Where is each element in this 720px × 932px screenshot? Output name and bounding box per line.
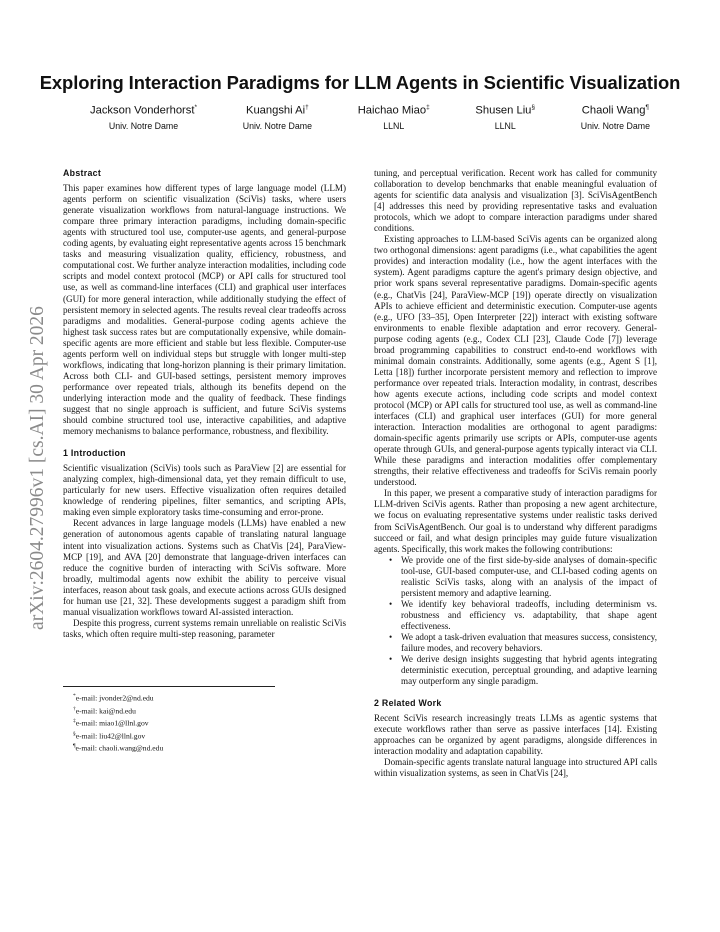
author-affiliation: LLNL (494, 120, 516, 131)
author-affiliation: Univ. Notre Dame (580, 120, 650, 131)
right-column (374, 168, 657, 780)
footnote-rule (63, 686, 275, 687)
contribution-item: • We derive design insights suggesting that hybrid agents integrating deterministic execution, perceptual grounding, and adaptive learning may outperform any single paradigm. (374, 654, 657, 687)
contribution-item: • We adopt a task-driven evaluation that measures success, consistency, failure modes, and recovery behaviors. (374, 632, 657, 654)
contribution-item: • We provide one of the first side-by-side analyses of domain-specific tool-use, GUI-based computer-use, and CLI-based coding agents on realistic SciVis tasks, along with an analysis of the impact of persistent memory and adaptive learning. (374, 555, 657, 599)
author-mark: † (305, 104, 309, 111)
abstract-text: This paper examines how different types of large language model (LLM) agents perform on scientific visualization (SciVis) tasks, where users generate visualization workflows from natural-language instructions. We compare three primary interaction paradigms, including domain-specific agents with structured tool use, computer-use agents, and general-purpose coding agents, by evaluating eight representative agents across 15 benchmark tasks and measuring visualization quality, efficiency, robustness, and computational cost. We further analyze interaction modalities, including code scripts and model context protocol (MCP) or API calls for structured tool use, as well as command-line interfaces (CLI) and graphical user interfaces (GUI) for more general interaction, while additionally studying the effect of persistent memory in selected agents. The results reveal clear tradeoffs across paradigms and modalities. General-purpose coding agents achieve the highest task success rates but are computationally expensive, while domain-specific agents are more efficient and stable but less flexible. Computer-use agents perform well on individual steps but struggle with longer multi-step workflows, indicating that long-horizon planning is their primary limitation. Across both CLI- and GUI-based settings, persistent memory improves performance over repeated trials, although its benefits depend on the underlying interaction mode and the quality of feedback. These findings suggest that no single approach is sufficient, and future SciVis systems should combine structured tool use, interactive capabilities, and adaptive memory mechanisms to balance performance, robustness, and flexibility. (63, 183, 346, 437)
author-name: Jackson Vonderhorst (90, 104, 195, 117)
body-paragraph: Recent SciVis research increasingly treats LLMs as agentic systems that execute workflows rather than serve as passive interfaces [14]. Existing approaches can be organized by agent paradigms, alongside differences in interaction modality and adaptation capability. (374, 713, 657, 757)
author-mark: ‡ (426, 104, 430, 111)
intro-paragraph: Recent advances in large language models (LLMs) have enabled a new generation of autonomous agents capable of translating natural language intent into visualization actions. Systems such as ChatVis [24], ParaView-MCP [19], and AVA [20] demonstrate that language-driven interfaces can reduce the cognitive burden of interacting with SciVis software. More broadly, multimodal agents now exhibit the ability to perceive visual interfaces, reason about task goals, and execute actions across GUIs designed for human use [21, 32]. These developments suggest a paradigm shift from manual visualization workflows toward AI-assisted interaction. (63, 518, 346, 617)
author-name: Chaoli Wang (581, 104, 646, 117)
author (475, 100, 535, 132)
left-column (63, 168, 346, 640)
body-paragraph: Existing approaches to LLM-based SciVis agents can be organized along two orthogonal dimensions: agent paradigms (i.e., what capabilities the agent provides) and interaction modality (i.e., how the agent interfaces with the system). Agent paradigms capture the agent's primary design objective, and prior work spans several representative paradigms. Domain-specific agents (e.g., ChatVis [24], ParaView-MCP [19]) operate directly on visualization APIs to achieve efficient and deterministic execution. Computer-use agents (e.g., UFO [33–35], Open Interpreter [22]) interact with existing software environments to enable flexible adaptation and error recovery. General-purpose coding agents (e.g., Codex CLI [23], Claude Code [7]) leverage broad programming capabilities to construct end-to-end workflows with minimal domain constraints. Additionally, some agents (e.g., Agent S [1], Letta [18]) further incorporate persistent memory and reflection to improve performance over repeated trials. Interaction modality, in contrast, describes how agents execute actions, including code scripts and model context protocol (MCP) or API calls for structured tool use, as well as command-line interfaces (CLI) and graphical user interfaces (GUI) for more general interaction. Interaction modalities are orthogonal to agent paradigms: domain-specific agents primarily use scripts or APIs, computer-use agents operate through GUIs, and general-purpose agents typically interact via CLI. While these paradigms and interaction modalities offer complementary strengths, their relative effectiveness and tradeoffs for SciVis remain poorly understood. (374, 234, 657, 488)
author (243, 100, 312, 132)
author-list (90, 100, 650, 132)
footnote: †e-mail: kai@nd.edu (73, 705, 136, 716)
contribution-list (374, 555, 657, 688)
author-mark: * (194, 104, 198, 111)
arxiv-stamp (23, 258, 53, 678)
author-mark: ¶ (645, 104, 649, 111)
arxiv-id-text[interactable]: arXiv:2604.27996v1 [cs.AI] 30 Apr 2026 (27, 306, 48, 630)
author-affiliation: Univ. Notre Dame (108, 120, 179, 131)
author (581, 100, 650, 132)
author (358, 100, 430, 132)
body-paragraph: Domain-specific agents translate natural language into structured API calls within visualization systems, as seen in ChatVis [24], (374, 757, 657, 779)
intro-paragraph: Scientific visualization (SciVis) tools such as ParaView [2] are essential for analyzing complex, high-dimensional data, yet they remain difficult to use, particularly for new users. Effective visualization often requires detailed knowledge of rendering pipelines, filter semantics, and scripting APIs, making even simple exploratory tasks time-consuming and error-prone. (63, 463, 346, 518)
author-affiliation: Univ. Notre Dame (242, 120, 312, 131)
paper-title: Exploring Interaction Paradigms for LLM Agents in Scientific Visualization (39, 72, 681, 93)
author-mark: § (531, 104, 536, 111)
related-work-heading: 2 Related Work (374, 698, 442, 709)
footnotes (63, 686, 346, 754)
footnote: §e-mail: liu42@llnl.gov (73, 730, 146, 741)
author-name: Shusen Liu (475, 104, 532, 117)
body-paragraph: In this paper, we present a comparative study of interaction paradigms for LLM-driven SciVis agents. Rather than proposing a new agent architecture, we focus on evaluating representative systems under realistic tasks derived from SciVisAgentBench. Our goal is to understand why different paradigms succeed or fail, and what design principles may guide future visualization agents. Specifically, this work makes the following contributions: (374, 488, 657, 554)
author-affiliation: LLNL (383, 120, 405, 131)
author-name: Haichao Miao (357, 104, 427, 117)
author-name: Kuangshi Ai (245, 104, 306, 117)
footnote: *e-mail: jvonder2@nd.edu (73, 693, 154, 703)
introduction-heading: 1 Introduction (63, 448, 126, 459)
author (90, 100, 197, 132)
abstract-heading: Abstract (63, 168, 102, 178)
body-paragraph: tuning, and perceptual verification. Recent work has called for community collaboration to develop benchmarks that enable meaningful evaluation of agents for scientific data analysis and visualization [3]. SciVisAgentBench [4] addresses this need by providing representative tasks and evaluation protocols, which we adopt to compare interaction paradigms under shared conditions. (374, 168, 657, 234)
footnote: ‡e-mail: miao1@llnl.gov (73, 718, 149, 728)
footnote: ¶e-mail: chaoli.wang@nd.edu (73, 743, 164, 753)
contribution-item: • We identify key behavioral tradeoffs, including determinism vs. robustness and efficiency vs. adaptability, that shape agent effectiveness. (374, 599, 657, 632)
intro-paragraph: Despite this progress, current systems remain unreliable on realistic SciVis tasks, which often require multi-step reasoning, parameter (63, 617, 346, 639)
